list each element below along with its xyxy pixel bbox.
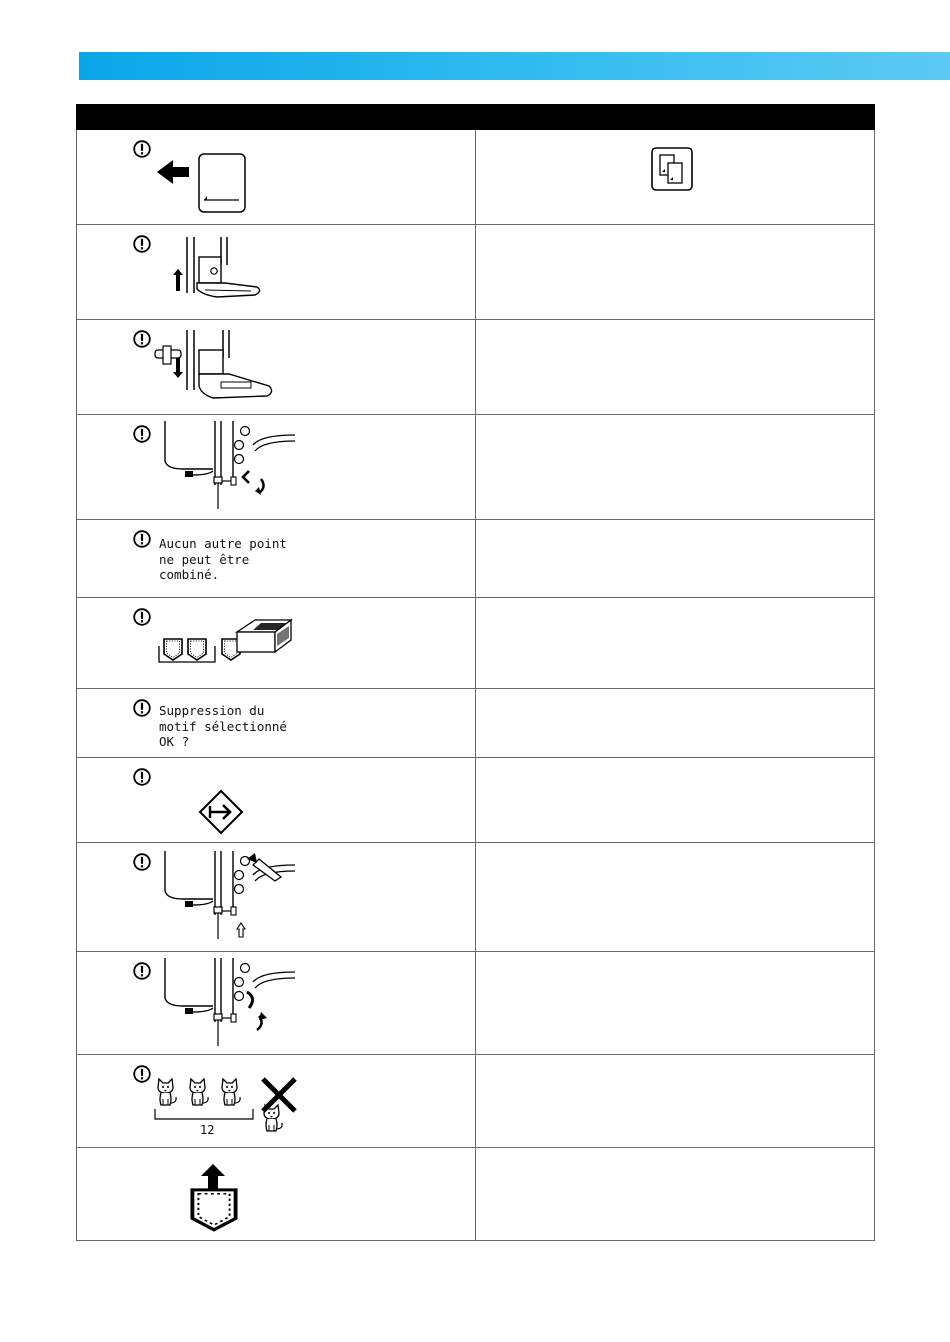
warning-icon: [133, 699, 151, 717]
chapter-banner: [79, 52, 950, 80]
table-row: [77, 130, 875, 225]
presser-foot-lever-icon: [163, 851, 303, 949]
table-row: [77, 520, 875, 598]
table-row: [77, 843, 875, 952]
table-row: [77, 320, 875, 415]
error-message-table: [76, 104, 875, 1241]
table-row: [77, 225, 875, 320]
warning-icon: [133, 608, 151, 626]
pocket-icon: [157, 616, 307, 682]
needle-position-icon: [163, 958, 303, 1054]
pattern-count: 12: [200, 1123, 215, 1137]
warning-icon: [133, 962, 151, 980]
set-key-icon: [197, 788, 247, 838]
table-row: [77, 1055, 875, 1148]
table-row: [77, 758, 875, 843]
cat-pattern-icon: [153, 1075, 303, 1145]
warning-icon: [133, 140, 151, 158]
table-row: [77, 1148, 875, 1241]
column-header-cause: [476, 105, 875, 130]
warning-icon: [133, 1065, 151, 1083]
needle-position-icon: [163, 421, 303, 517]
table-row: [77, 689, 875, 758]
presser-foot-up-icon: [165, 235, 285, 315]
warning-icon: [133, 768, 151, 786]
memory-card-button-icon: [651, 147, 695, 193]
warning-icon: [133, 235, 151, 253]
warning-icon: [133, 853, 151, 871]
lcd-message: Aucun autre point ne peut être combiné.: [159, 536, 287, 582]
column-header-message: [77, 105, 476, 130]
buttonhole-lever-icon: [151, 328, 281, 408]
table-row: [77, 598, 875, 689]
table-row: [77, 415, 875, 520]
warning-icon: [133, 425, 151, 443]
eject-pocket-icon: [187, 1162, 243, 1234]
lcd-message: Suppression du motif sélectionné OK ?: [159, 703, 287, 749]
memory-card-icon: [155, 152, 251, 218]
warning-icon: [133, 330, 151, 348]
table-row: [77, 952, 875, 1055]
warning-icon: [133, 530, 151, 548]
